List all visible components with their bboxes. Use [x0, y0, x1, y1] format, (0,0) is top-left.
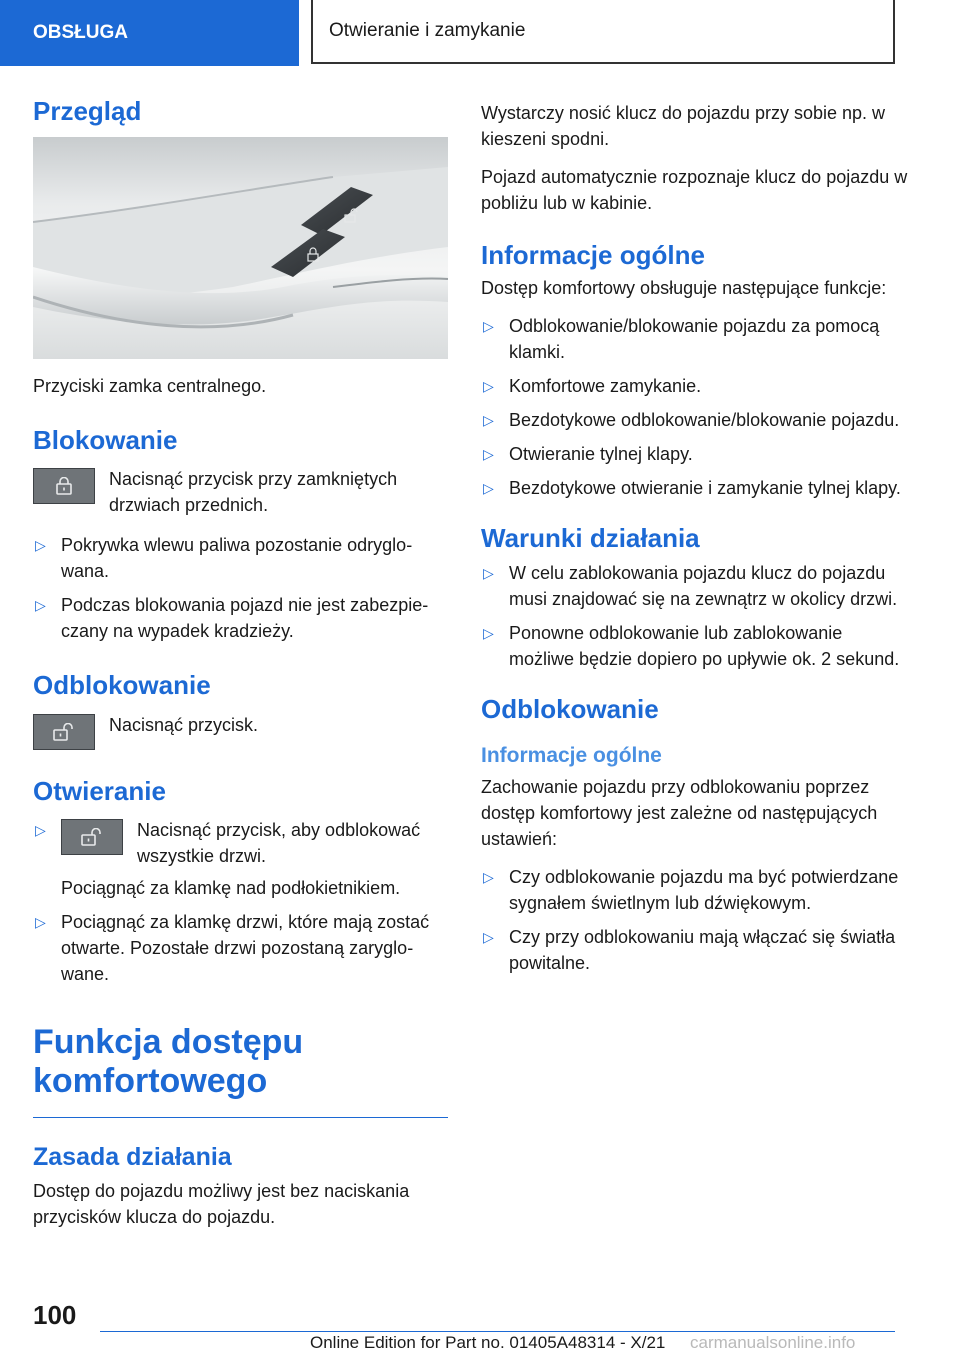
- general-info-heading: Informacje ogólne: [481, 240, 705, 270]
- door-handle-photo: [33, 137, 448, 359]
- list-item: [33, 817, 448, 901]
- comfort-heading-line1: Funkcja dostępu: [33, 1022, 304, 1061]
- watermark: carmanualsonline.info: [690, 1333, 856, 1352]
- section-divider: [33, 1117, 448, 1118]
- unlocking-list: [481, 864, 911, 976]
- triangle-bullet-icon: ▷: [483, 412, 494, 429]
- triangle-bullet-icon: ▷: [35, 537, 46, 554]
- list-item: ▷ Czy przy odblokowaniu mają włączać się światła powitalne.: [481, 924, 911, 976]
- principle-text: Dostęp do pojazdu możliwy jest bez naciskania przycisków klucza do pojazdu.: [33, 1180, 410, 1227]
- unlock-instruction: [33, 712, 448, 750]
- conditions-list: [481, 560, 911, 672]
- list-item: ▷ Ponowne odblokowanie lub zablokowanie możliwe będzie dopiero po upływie ok. 2 sekund.: [481, 620, 911, 672]
- page-number: 100: [33, 1300, 77, 1330]
- section-tab: OBSŁUGA: [0, 0, 299, 66]
- function-list: [481, 313, 911, 501]
- list-item: ▷ Pociągnąć za klamkę drzwi, które mają zostać otwarte. Pozostałe drzwi pozostaną zaryglowane.: [33, 909, 448, 987]
- chapter-title: Otwieranie i zamykanie: [311, 0, 895, 64]
- triangle-bullet-icon: ▷: [483, 318, 494, 335]
- list-item: ▷ Czy odblokowanie pojazdu ma być potwierdzane sygnałem świetlnym lub dźwiękowym.: [481, 864, 911, 916]
- triangle-bullet-icon: ▷: [483, 446, 494, 463]
- list-item: ▷ Bezdotykowe otwieranie i zamykanie tylnej klapy.: [481, 475, 911, 501]
- right-column: [481, 100, 911, 988]
- unlocking-text: Zachowanie pojazdu przy odblokowaniu poprzez dostęp komfortowy jest zależne od następujących ustawień:: [481, 776, 878, 849]
- triangle-bullet-icon: ▷: [483, 625, 494, 642]
- door-handle-illustration: [33, 137, 448, 359]
- general-info-text: Dostęp komfortowy obsługuje następujące funkcje:: [481, 278, 887, 299]
- lock-text: Nacisnąć przycisk przy zamkniętych drzwiach przednich.: [109, 469, 398, 516]
- lock-heading: Blokowanie: [33, 425, 178, 456]
- unlock-button-icon: [33, 714, 95, 750]
- list-item: ▷ Podczas blokowania pojazd nie jest zabezpieczany na wypadek kradzieży.: [33, 592, 448, 644]
- list-item: ▷ Komfortowe zamykanie.: [481, 373, 911, 399]
- open-bullets: [33, 817, 448, 987]
- unlock-text: Nacisnąć przycisk.: [109, 714, 259, 735]
- photo-caption: Przyciski zamka centralnego.: [33, 376, 267, 397]
- triangle-bullet-icon: ▷: [483, 378, 494, 395]
- conditions-heading: Warunki działania: [481, 523, 700, 554]
- list-item: ▷ Otwieranie tylnej klapy.: [481, 441, 911, 467]
- open-heading: Otwieranie: [33, 775, 166, 806]
- footer-divider: [100, 1331, 895, 1332]
- triangle-bullet-icon: ▷: [483, 565, 494, 582]
- left-column: [33, 96, 448, 1242]
- open-step-text: Nacisnąć przycisk, aby odblokować wszystkie drzwi.: [137, 819, 421, 866]
- unlock-button-icon: [61, 819, 123, 855]
- triangle-bullet-icon: ▷: [35, 913, 46, 930]
- list-item: ▷ W celu zablokowania pojazdu klucz do pojazdu musi znajdować się na zewnątrz w okolicy drzwi.: [481, 560, 911, 612]
- page-header: [0, 0, 960, 66]
- triangle-bullet-icon: ▷: [35, 821, 46, 838]
- intro-text-1: Wystarczy nosić klucz do pojazdu przy sobie np. w kieszeni spodni.: [481, 103, 886, 149]
- triangle-bullet-icon: ▷: [35, 597, 46, 614]
- lock-instruction: [33, 466, 448, 518]
- lock-button-icon: [33, 468, 95, 504]
- unlock-heading: Odblokowanie: [33, 670, 211, 701]
- unlocking-subheading: Informacje ogólne: [481, 743, 662, 767]
- list-item: ▷ Pokrywka wlewu paliwa pozostanie odryglowana.: [33, 532, 448, 584]
- triangle-bullet-icon: ▷: [483, 928, 494, 945]
- triangle-bullet-icon: ▷: [483, 480, 494, 497]
- comfort-heading-line2: komfortowego: [33, 1061, 268, 1100]
- triangle-bullet-icon: ▷: [483, 868, 494, 885]
- principle-heading: Zasada działania: [33, 1142, 232, 1171]
- overview-heading: Przegląd: [33, 96, 142, 126]
- unlocking-heading: Odblokowanie: [481, 694, 659, 725]
- edition-text: Online Edition for Part no. 01405A48314 - X/21: [310, 1333, 666, 1352]
- list-item: ▷ Odblokowanie/blokowanie pojazdu za pomocą klamki.: [481, 313, 911, 365]
- intro-text-2: Pojazd automatycznie rozpoznaje klucz do pojazdu w pobliżu lub w kabinie.: [481, 167, 908, 213]
- list-item: ▷ Bezdotykowe odblokowanie/blokowanie pojazdu.: [481, 407, 911, 433]
- comfort-access-title: [33, 1023, 448, 1101]
- open-step-subtext: Pociągnąć za klamkę nad podłokietnikiem.: [61, 877, 401, 898]
- lock-bullets: [33, 532, 448, 644]
